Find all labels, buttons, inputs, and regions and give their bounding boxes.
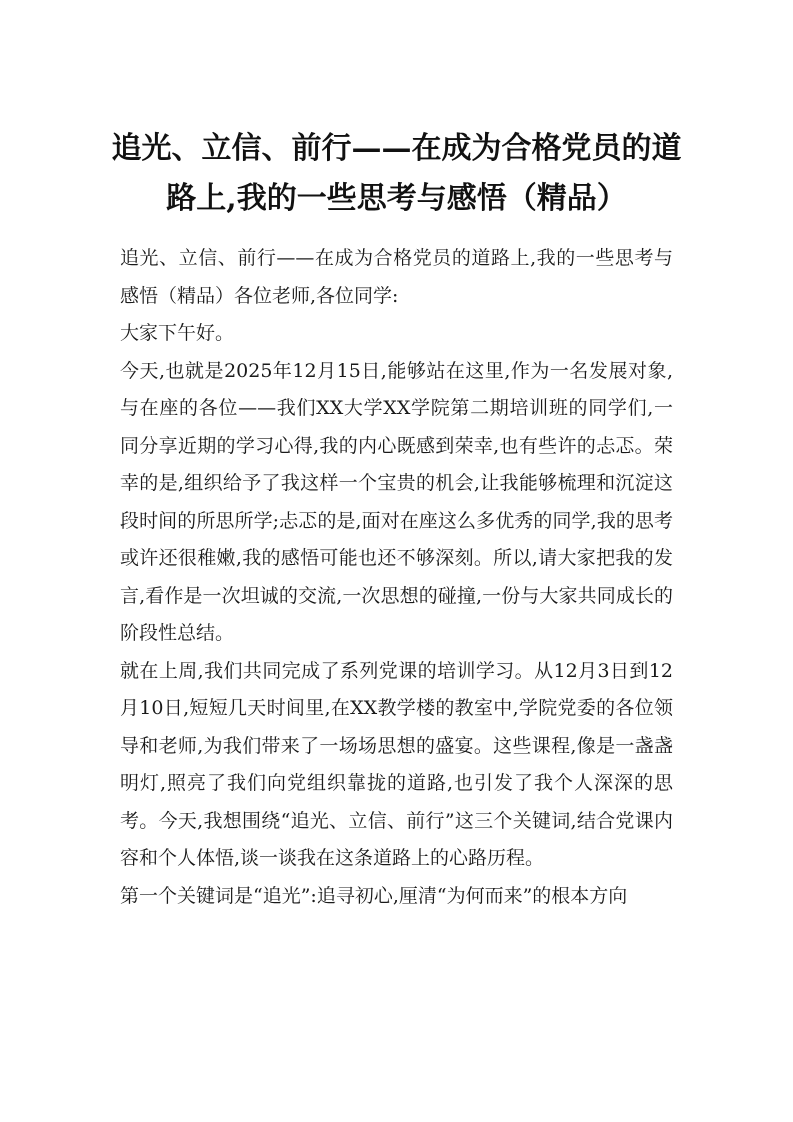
- document-title: 追光、立信、前行——在成为合格党员的道路上,我的一些思考与感悟（精品）: [111, 131, 682, 216]
- paragraph-opening: 追光、立信、前行——在成为合格党员的道路上,我的一些思考与感悟（精品）各位老师,各位同学:: [120, 247, 673, 307]
- paragraph-introduction: 今天,也就是2025年12月15日,能够站在这里,作为一名发展对象,与在座的各位——我们XX大学XX学院第二期培训班的同学们,一同分享近期的学习心得,我的内心既感到荣幸,也有些许的忐忑。荣幸的是,组织给予了我这样一个宝贵的机会,让我能够梳理和沉淀这段时间的所思所学;忐忑的是,面对在座这么多优秀的同学,我的思考或许还很稚嫩,我的感悟可能也还不够深刻。所以,请大家把我的发言,看作是一次坦诚的交流,一次思想的碰撞,一份与大家共同成长的阶段性总结。: [120, 359, 673, 644]
- paragraph-party-course: 就在上周,我们共同完成了系列党课的培训学习。从12月3日到12月10日,短短几天时间里,在XX教学楼的教室中,学院党委的各位领导和老师,为我们带来了一场场思想的盛宴。这些课程,像是一盏盏明灯,照亮了我们向党组织靠拢的道路,也引发了我个人深深的思考。今天,我想围绕“追光、立信、前行”这三个关键词,结合党课内容和个人体悟,谈一谈我在这条道路上的心路历程。: [120, 659, 673, 869]
- paragraph-first-keyword: 第一个关键词是“追光”:追寻初心,厘清“为何而来”的根本方向: [120, 884, 628, 907]
- document-body: [120, 240, 673, 915]
- paragraph-greeting: 大家下午好。: [120, 322, 235, 344]
